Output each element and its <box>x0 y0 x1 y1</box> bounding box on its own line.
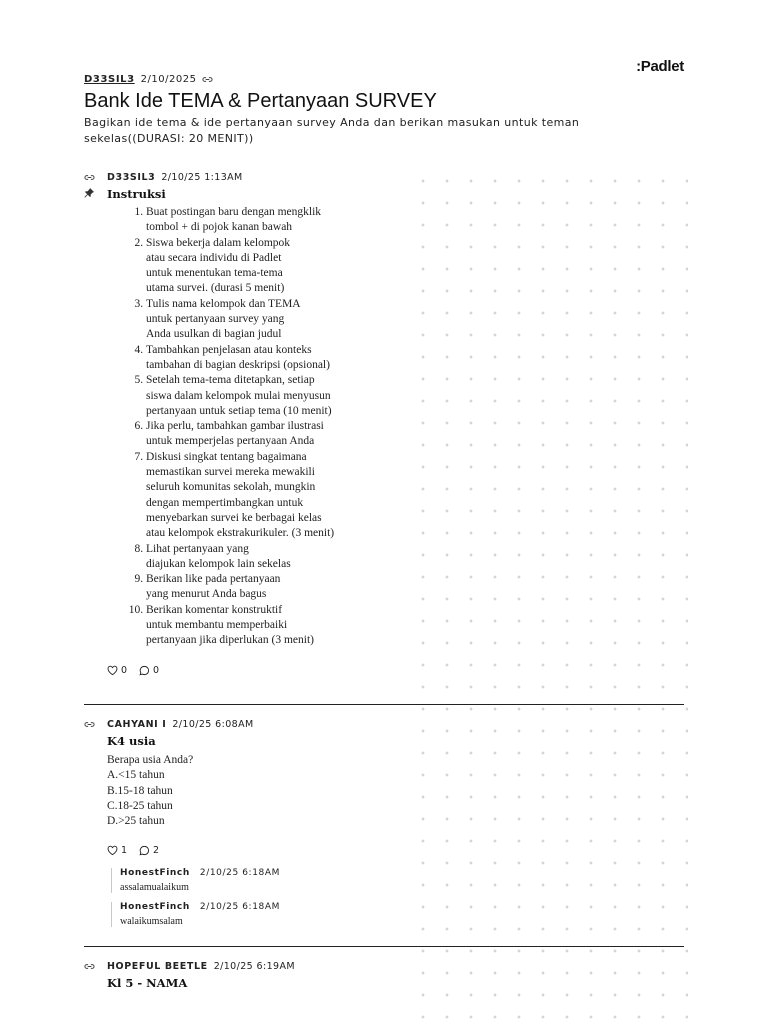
post-reactions <box>107 845 684 856</box>
comment-button[interactable] <box>139 845 159 856</box>
comment-button[interactable] <box>139 665 159 676</box>
comment-author[interactable]: HonestFinch <box>120 868 190 879</box>
post-k4-usia[interactable] <box>84 717 684 927</box>
comment <box>111 868 684 893</box>
post-divider <box>84 946 684 947</box>
post-instruksi[interactable] <box>84 170 684 676</box>
comment-icon <box>139 665 150 676</box>
comment-time: 2/10/25 6:18AM <box>199 868 280 879</box>
post-author[interactable]: CAHYANI I <box>107 718 167 730</box>
list-item: 6. Jika perlu, tambahkan gambar ilustrasi untuk memperjelas pertanyaan Anda <box>146 419 396 450</box>
comment-meta <box>120 902 684 912</box>
heart-icon <box>107 665 118 676</box>
link-icon[interactable] <box>84 172 95 183</box>
post-divider <box>84 704 684 705</box>
post-time: 2/10/25 6:19AM <box>213 960 295 972</box>
list-item: 7. Diskusi singkat tentang bagaimana memastikan survei mereka mewakili seluruh komunitas sekolah, mungkin dengan mempertimbangkan untuk menyebarkan survei ke berbagai kelas atau kelompok ekstrakurikuler. (3 menit) <box>146 450 396 542</box>
comment <box>111 902 684 927</box>
body-line: Berapa usia Anda? <box>107 754 194 766</box>
comment-meta <box>120 868 684 878</box>
comment-author[interactable]: HonestFinch <box>120 902 190 913</box>
like-button[interactable] <box>107 845 127 856</box>
post-reactions <box>107 665 684 676</box>
post-time: 2/10/25 1:13AM <box>161 171 243 183</box>
comment-count: 2 <box>153 845 160 857</box>
post-title: Kl 5 - NAMA <box>107 976 188 990</box>
body-line: C.18-25 tahun <box>107 799 173 812</box>
post-time: 2/10/25 6:08AM <box>172 718 254 730</box>
board-author-link[interactable]: D33SIL3 <box>84 74 135 85</box>
comment-icon <box>139 845 150 856</box>
post-kl5-nama[interactable] <box>84 959 684 990</box>
list-item: 10. Berikan komentar konstruktif untuk membantu memperbaiki pertanyaan jika diperlukan (3 menit) <box>146 603 396 649</box>
post-meta <box>84 717 684 731</box>
board-title: Bank Ide TEMA & Pertanyaan SURVEY <box>84 90 437 112</box>
list-item: 5. Setelah tema-tema ditetapkan, setiap siswa dalam kelompok mulai menyusun pertanyaan untuk setiap tema (10 menit) <box>146 373 396 419</box>
like-count: 1 <box>121 845 128 857</box>
list-item: 9. Berikan like pada pertanyaan yang menurut Anda bagus <box>146 572 396 603</box>
post-title: K4 usia <box>107 734 156 748</box>
list-item: 4. Tambahkan penjelasan atau konteks tambahan di bagian deskripsi (opsional) <box>146 343 396 374</box>
list-item: 8. Lihat pertanyaan yang diajukan kelompok lain sekelas <box>146 542 396 573</box>
list-item: 3. Tulis nama kelompok dan TEMA untuk pertanyaan survey yang Anda usulkan di bagian judul <box>146 297 396 343</box>
list-item: 1. Buat postingan baru dengan mengklik tombol + di pojok kanan bawah <box>146 205 396 236</box>
board-date: 2/10/2025 <box>140 74 197 85</box>
comment-text: walaikumsalam <box>120 916 183 928</box>
post-author[interactable]: HOPEFUL BEETLE <box>107 960 208 972</box>
comment-text: assalamualaikum <box>120 882 189 894</box>
post-meta <box>84 959 684 973</box>
like-button[interactable] <box>107 665 127 676</box>
post-meta <box>84 170 684 184</box>
post-title: Instruksi <box>107 187 166 201</box>
link-icon[interactable] <box>84 961 95 972</box>
link-icon[interactable] <box>202 74 213 85</box>
pin-icon <box>84 188 94 198</box>
board-description: Bagikan ide tema & ide pertanyaan survey Anda dan berikan masukan untuk teman sekelas((DURASI: 20 MENIT)) <box>84 116 580 145</box>
board-meta <box>84 74 213 85</box>
comment-time: 2/10/25 6:18AM <box>199 902 280 913</box>
post-body <box>107 753 684 829</box>
list-item: 2. Siswa bekerja dalam kelompok atau secara individu di Padlet untuk menentukan tema-tema utama survei. (durasi 5 menit) <box>146 236 396 297</box>
post-author[interactable]: D33SIL3 <box>107 171 156 183</box>
body-line: B.15-18 tahun <box>107 784 173 797</box>
body-line: D.>25 tahun <box>107 815 165 828</box>
comment-count: 0 <box>153 664 160 676</box>
padlet-logo[interactable]: :Padlet <box>636 58 684 75</box>
body-line: A.<15 tahun <box>107 769 165 782</box>
heart-icon <box>107 845 118 856</box>
link-icon[interactable] <box>84 719 95 730</box>
instruction-list <box>84 205 396 649</box>
like-count: 0 <box>121 664 128 676</box>
